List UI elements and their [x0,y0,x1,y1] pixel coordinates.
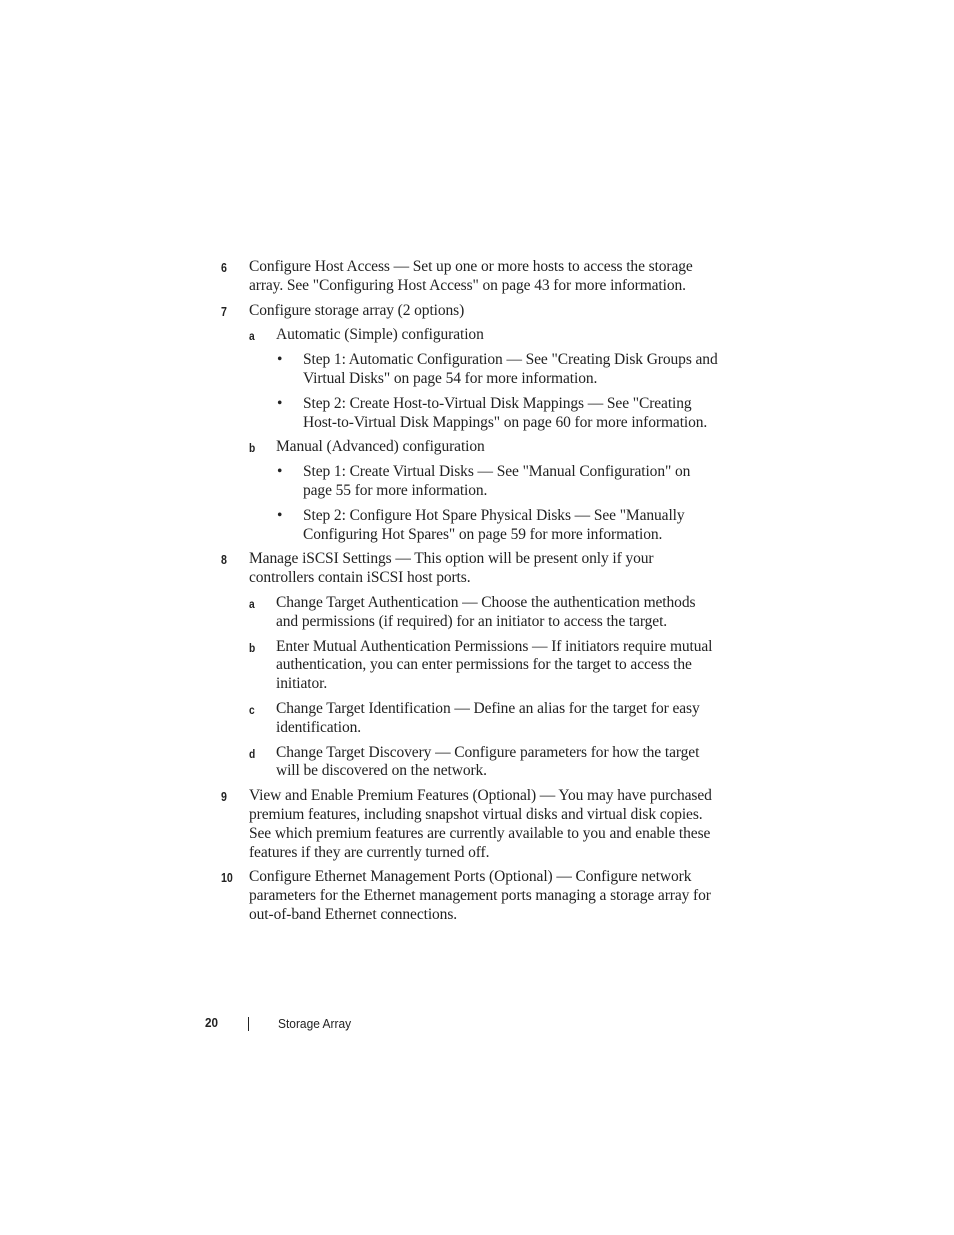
substep-text: Manual (Advanced) configuration [276,438,485,456]
substep-c [249,700,721,738]
bullet-icon: • [277,351,283,369]
substep-letter: b [249,640,256,655]
bullet-text: Step 2: Configure Hot Spare Physical Disks — See "Manually Configuring Hot Spares" on page 59 for more information. [303,506,685,543]
step-number: 8 [221,553,227,568]
step-7 [221,302,721,545]
step-number: 9 [221,790,227,805]
substep-letter: a [249,329,255,344]
bullet-list [276,351,721,432]
substep-text: Automatic (Simple) configuration [276,326,484,344]
procedure-steps [221,258,721,931]
substep-d [249,744,721,782]
footer-separator [248,1017,249,1031]
substep-b [249,638,721,694]
substep-b [249,438,721,544]
substep-text: Enter Mutual Authentication Permissions — If initiators require mutual authentication, you can enter permissions for the target to access the initiator. [276,637,713,693]
step-number: 10 [221,871,233,886]
step-number: 6 [221,261,227,275]
bullet-item [276,395,721,433]
section-title: Storage Array [278,1016,352,1031]
page-number: 20 [205,1015,219,1030]
step-text: Configure storage array (2 options) [249,301,465,319]
bullet-text: Step 1: Automatic Configuration — See "Creating Disk Groups and Virtual Disks" on page 54 for more information. [303,351,718,387]
step-8 [221,550,721,781]
bullet-icon: • [277,394,283,412]
step-text: Manage iSCSI Settings — This option will be present only if your controllers contain iSCSI host ports. [249,550,654,587]
substep-letter: d [249,746,256,761]
substep-text: Change Target Identification — Define an alias for the target for easy identification. [276,699,700,736]
bullet-item [276,463,721,501]
substep-letter: b [249,441,256,456]
substep-text: Change Target Discovery — Configure parameters for how the target will be discovered on the network. [276,743,700,780]
substep-a [249,594,721,632]
step-text: Configure Ethernet Management Ports (Optional) — Configure network parameters for the Ethernet management ports managing a storage array for out-of-band Ethernet connections. [249,868,711,923]
substep-letter: c [249,702,255,717]
step-text: Configure Host Access — Set up one or more hosts to access the storage array. See "Configuring Host Access" on page 43 for more information. [249,258,693,294]
bullet-icon: • [277,463,283,481]
bullet-text: Step 2: Create Host-to-Virtual Disk Mappings — See "Creating Host-to-Virtual Disk Mappings" on page 60 for more information. [303,394,708,431]
step-10 [221,868,721,924]
step-number: 7 [221,304,227,319]
step-6 [221,258,721,296]
bullet-icon: • [277,506,283,524]
step-9 [221,787,721,862]
bullet-text: Step 1: Create Virtual Disks — See "Manual Configuration" on page 55 for more information. [303,463,691,499]
substep-a [249,326,721,432]
bullet-item [276,507,721,545]
step-text: View and Enable Premium Features (Optional) — You may have purchased premium features, including snapshot virtual disks and virtual disk copies. See which premium features are currently available to you and enable these features if they are currently turned off. [249,787,712,861]
bullet-list [276,463,721,544]
bullet-item [276,351,721,389]
substep-letter: a [249,596,255,611]
substep-text: Change Target Authentication — Choose the authentication methods and permissions (if required) for an initiator to access the target. [276,593,696,630]
